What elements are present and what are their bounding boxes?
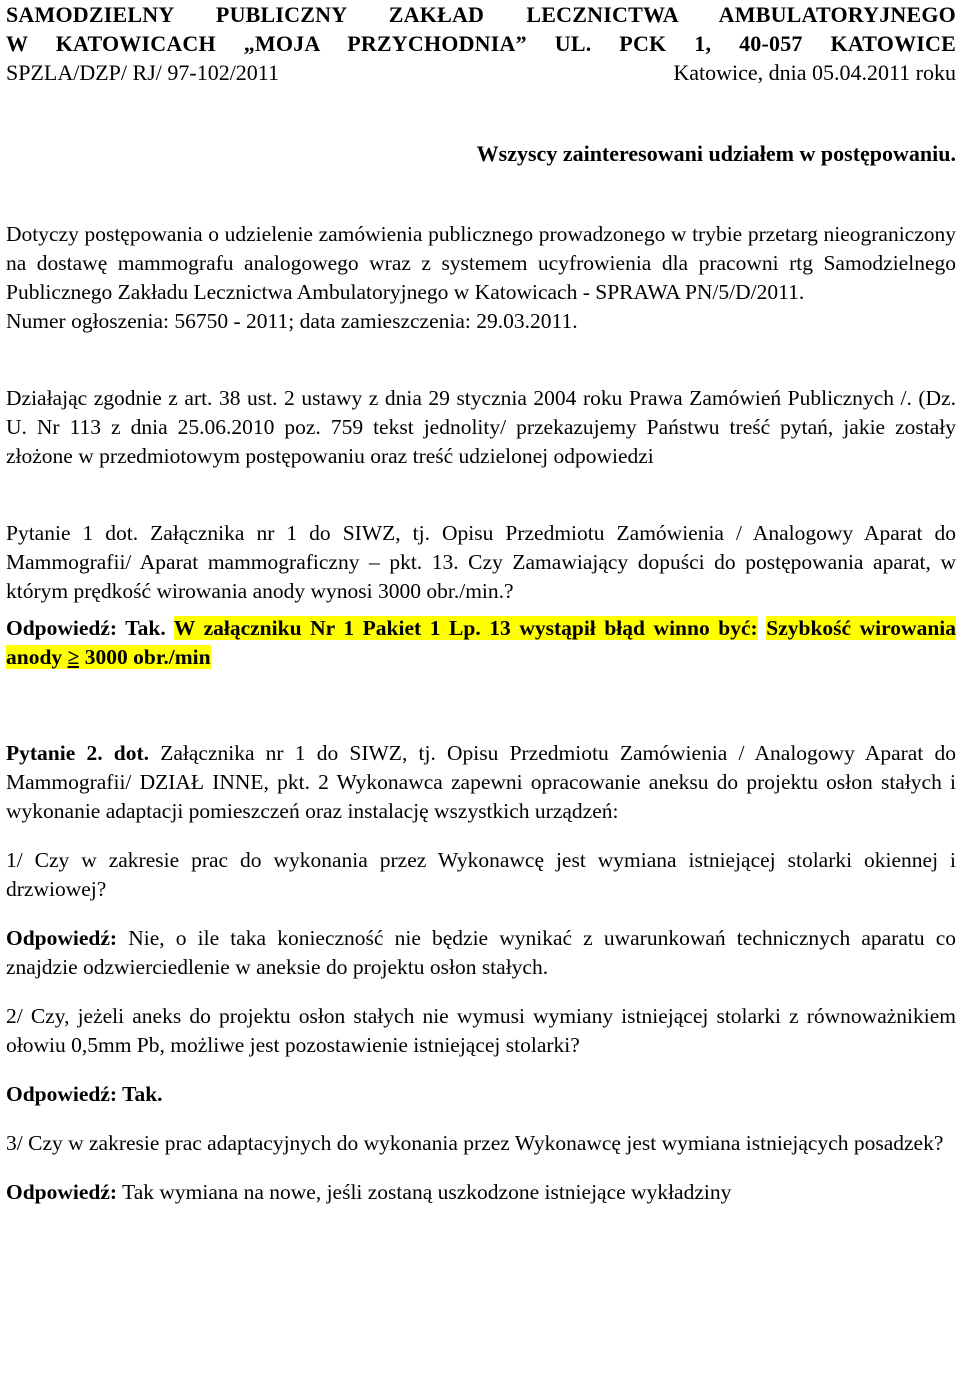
intro-paragraph: Działając zgodnie z art. 38 ust. 2 ustawy z dnia 29 stycznia 2004 roku Prawa Zamówień Publicznych /. (Dz. U. Nr 113 z dnia 25.06.2010 poz. 759 tekst jednolity/ przekazujemy Państwu treść pytań, jakie zostały złożone w przedmiotowym postępowaniu oraz treść udzielonej odpowiedzi [6,386,956,468]
answer-1 [6,614,956,672]
institution-name-line-2: W KATOWICACH „MOJA PRZYCHODNIA” UL. PCK 1, 40-057 KATOWICE [6,31,956,56]
greater-equal-symbol: ≥ [67,645,80,669]
sub-1-answer-text: Nie, o ile taka konieczność nie będzie wynikać z uwarunkowań technicznych aparatu co znajdzie odzwierciedlenie w aneksie do projektu osłon stałych. [6,926,956,979]
subject-paragraph: Dotyczy postępowania o udzielenie zamówienia publicznego prowadzonego w trybie przetarg nieograniczony na dostawę mammografu analogowego wraz z systemem ucyfrowienia dla pracowni rtg Samodzielnego Publicznego Zakładu Lecznictwa Ambulatoryjnego w Katowicach - SPRAWA PN/5/D/2011. [6,222,956,304]
answer-1-highlight-b: Szybkość wirowania anody [6,616,956,669]
question-2 [6,739,956,826]
reference-row [6,58,956,87]
question-2-sub-2: 2/ Czy, jeżeli aneks do projektu osłon stałych nie wymusi wymiany istniejącej stolarki z równoważnikiem ołowiu 0,5mm Pb, możliwe jest pozostawienie istniejącej stolarki? [6,1004,956,1057]
question-2-sub-2-answer: Odpowiedź: Tak. [6,1082,163,1106]
sub-3-answer-label: Odpowiedź: [6,1180,118,1204]
sub-1-answer-label: Odpowiedź: [6,926,118,950]
question-2-sub-1: 1/ Czy w zakresie prac do wykonania przez Wykonawcę jest wymiana istniejącej stolarki okiennej i drzwiowej? [6,848,956,901]
question-2-text: Załącznika nr 1 do SIWZ, tj. Opisu Przedmiotu Zamówienia / Analogowy Aparat do Mammografii/ DZIAŁ INNE, pkt. 2 Wykonawca zapewni opracowanie aneksu do projektu osłon stałych i wykonanie adaptacji pomieszczeń oraz instalację wszystkich urządzeń: [6,741,956,823]
question-2-sub-3-answer [6,1178,956,1207]
question-2-sub-1-answer [6,924,956,982]
institution-name-line-1: SAMODZIELNY PUBLICZNY ZAKŁAD LECZNICTWA AMBULATORYJNEGO [6,2,956,27]
answer-1-label: Odpowiedź: Tak. [6,616,166,640]
question-1: Pytanie 1 dot. Załącznika nr 1 do SIWZ, tj. Opisu Przedmiotu Zamówienia / Analogowy Aparat do Mammografii/ Aparat mammograficzny – pkt. 13. Czy Zamawiający dopuści do postępowania aparat, w którym prędkość wirowania anody wynosi 3000 obr./min.? [6,521,956,603]
notice-number: Numer ogłoszenia: 56750 - 2011; data zamieszczenia: 29.03.2011. [6,309,578,333]
question-2-sub-3: 3/ Czy w zakresie prac adaptacyjnych do wykonania przez Wykonawcę jest wymiana istniejących posadzek? [6,1131,944,1155]
answer-1-highlight-a: W załączniku Nr 1 Pakiet 1 Lp. 13 wystąpił błąd winno być: [173,616,758,640]
addressee: Wszyscy zainteresowani udziałem w postępowaniu. [476,141,956,166]
answer-1-highlight-c: 3000 obr./min [84,645,211,669]
document-date: Katowice, dnia 05.04.2011 roku [673,60,956,85]
sub-3-answer-text: Tak wymiana na nowe, jeśli zostaną uszkodzone istniejące wykładziny [122,1180,732,1204]
reference-number: SPZLA/DZP/ RJ/ 97-102/2011 [6,60,279,85]
question-2-label: Pytanie 2. dot. [6,741,150,765]
